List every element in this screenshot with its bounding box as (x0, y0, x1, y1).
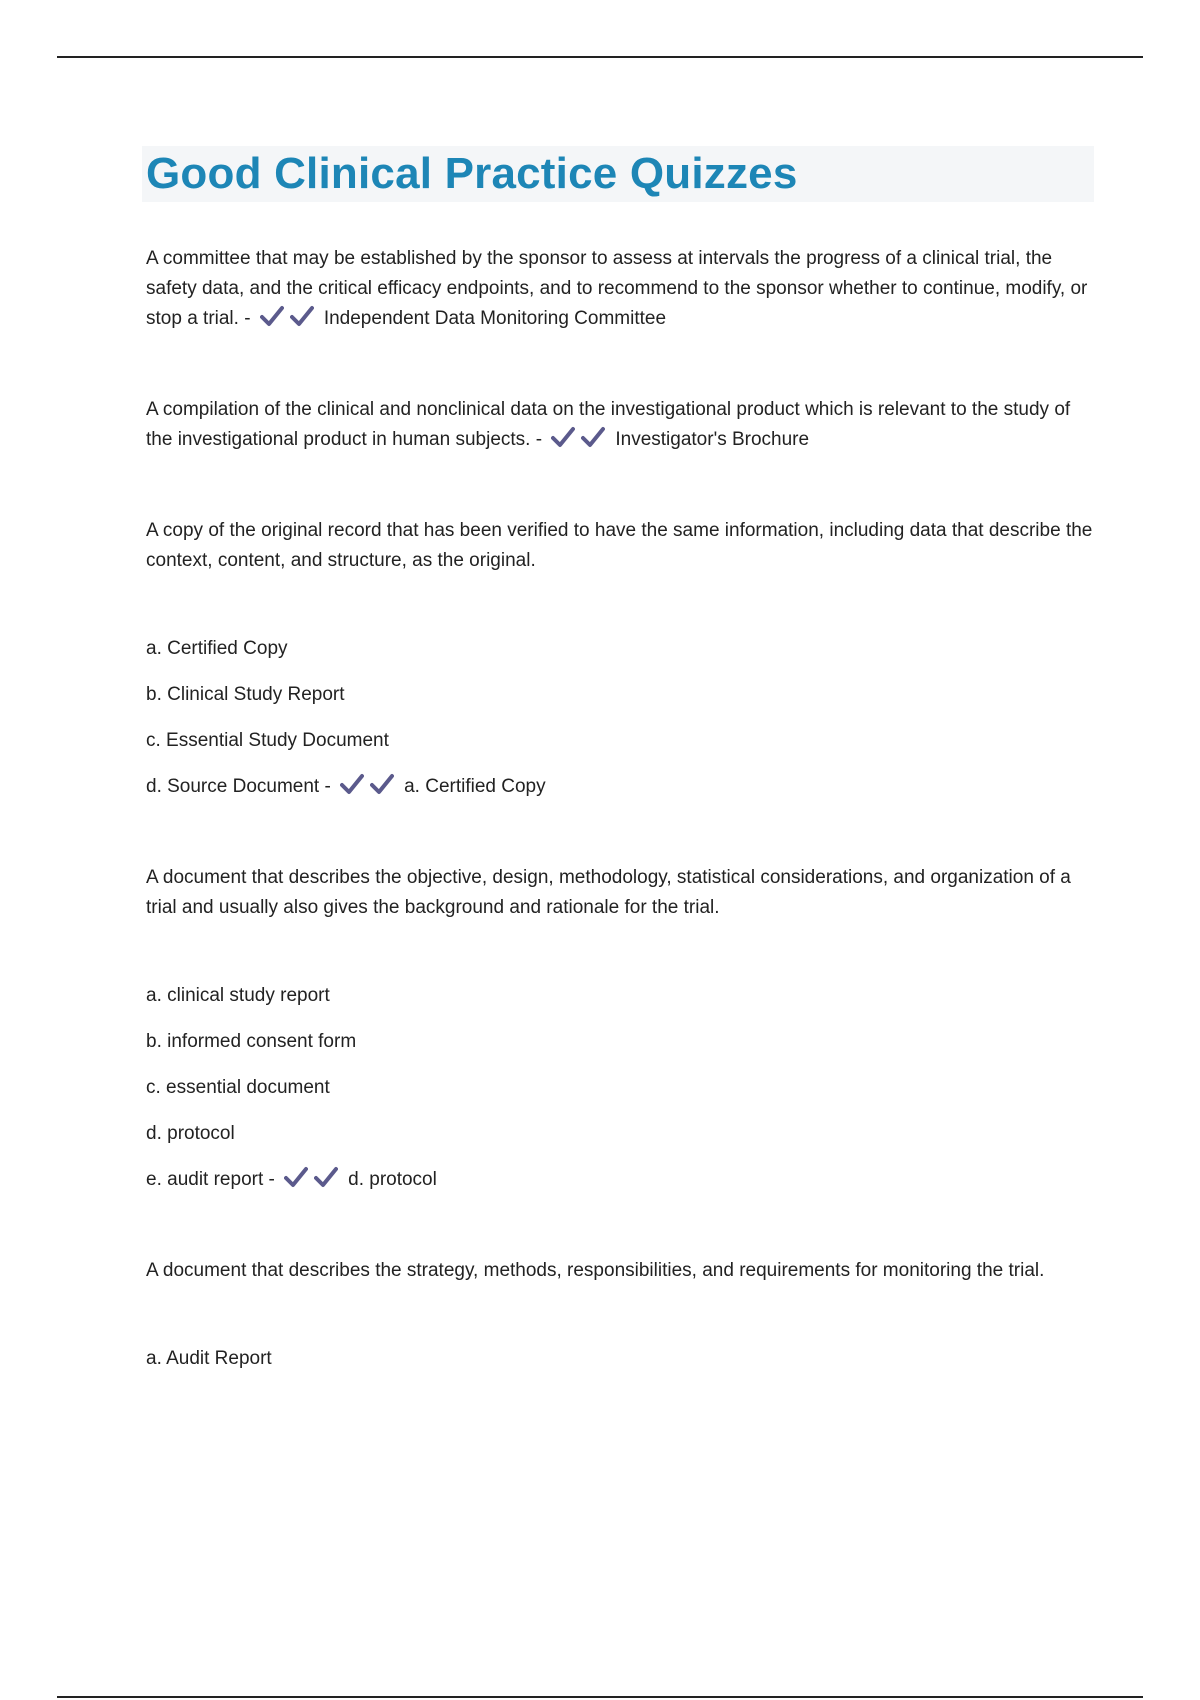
check-icon (260, 305, 284, 327)
question-1-text: A committee that may be established by the sponsor to assess at intervals the progress of a clinical trial, the safety data, and the critical efficacy endpoints, and to recommend to the sponsor whether to continue, modify, or stop a trial. - (146, 248, 1088, 329)
question-5-text: A document that describes the strategy, methods, responsibilities, and requirements for monitoring the trial. (146, 1260, 1045, 1281)
document-content (146, 146, 1096, 1374)
title-band (142, 146, 1094, 202)
check-icon (581, 426, 605, 448)
question-3-options (146, 634, 1096, 805)
option-item-with-answer (146, 772, 1096, 805)
option-item: d. protocol (146, 1123, 235, 1144)
answer-checkmarks (340, 773, 400, 805)
option-item: d. Source Document - (146, 776, 331, 797)
option-item: c. Essential Study Document (146, 730, 389, 751)
document-title: Good Clinical Practice Quizzes (146, 149, 798, 198)
check-icon (551, 426, 575, 448)
question-1-answer: Independent Data Monitoring Committee (323, 308, 667, 329)
check-icon (340, 773, 364, 795)
question-3-text: A copy of the original record that has been verified to have the same information, including data that describe the context, content, and structure, as the original. (146, 520, 1093, 571)
check-icon (284, 1166, 308, 1188)
check-icon (314, 1166, 338, 1188)
question-2-text: A compilation of the clinical and nonclinical data on the investigational product which is relevant to the study of the investigational product in human subjects. - (146, 399, 1071, 450)
question-4-text: A document that describes the objective, design, methodology, statistical considerations, and organization of a trial and usually also gives the background and rationale for the trial. (146, 867, 1071, 918)
option-item: e. audit report - (146, 1169, 275, 1190)
option-item-with-answer (146, 1165, 1096, 1198)
bottom-rule (57, 1696, 1143, 1698)
option-item: b. Clinical Study Report (146, 684, 345, 705)
question-1 (146, 244, 1096, 337)
question-3 (146, 516, 1096, 576)
answer-checkmarks (284, 1166, 344, 1198)
check-icon (370, 773, 394, 795)
answer-checkmarks (551, 426, 611, 458)
top-rule (57, 56, 1143, 58)
option-item: c. essential document (146, 1077, 330, 1098)
question-5 (146, 1256, 1096, 1286)
option-item: a. Audit Report (146, 1348, 272, 1369)
option-item: a. clinical study report (146, 985, 330, 1006)
answer-checkmarks (260, 305, 320, 337)
option-item: b. informed consent form (146, 1031, 357, 1052)
question-4-options (146, 981, 1096, 1198)
question-4 (146, 863, 1096, 923)
question-2 (146, 395, 1096, 458)
question-2-answer: Investigator's Brochure (615, 429, 810, 450)
question-3-answer: a. Certified Copy (404, 776, 546, 797)
question-4-answer: d. protocol (348, 1169, 437, 1190)
check-icon (290, 305, 314, 327)
question-5-options (146, 1344, 1096, 1374)
option-item: a. Certified Copy (146, 638, 288, 659)
